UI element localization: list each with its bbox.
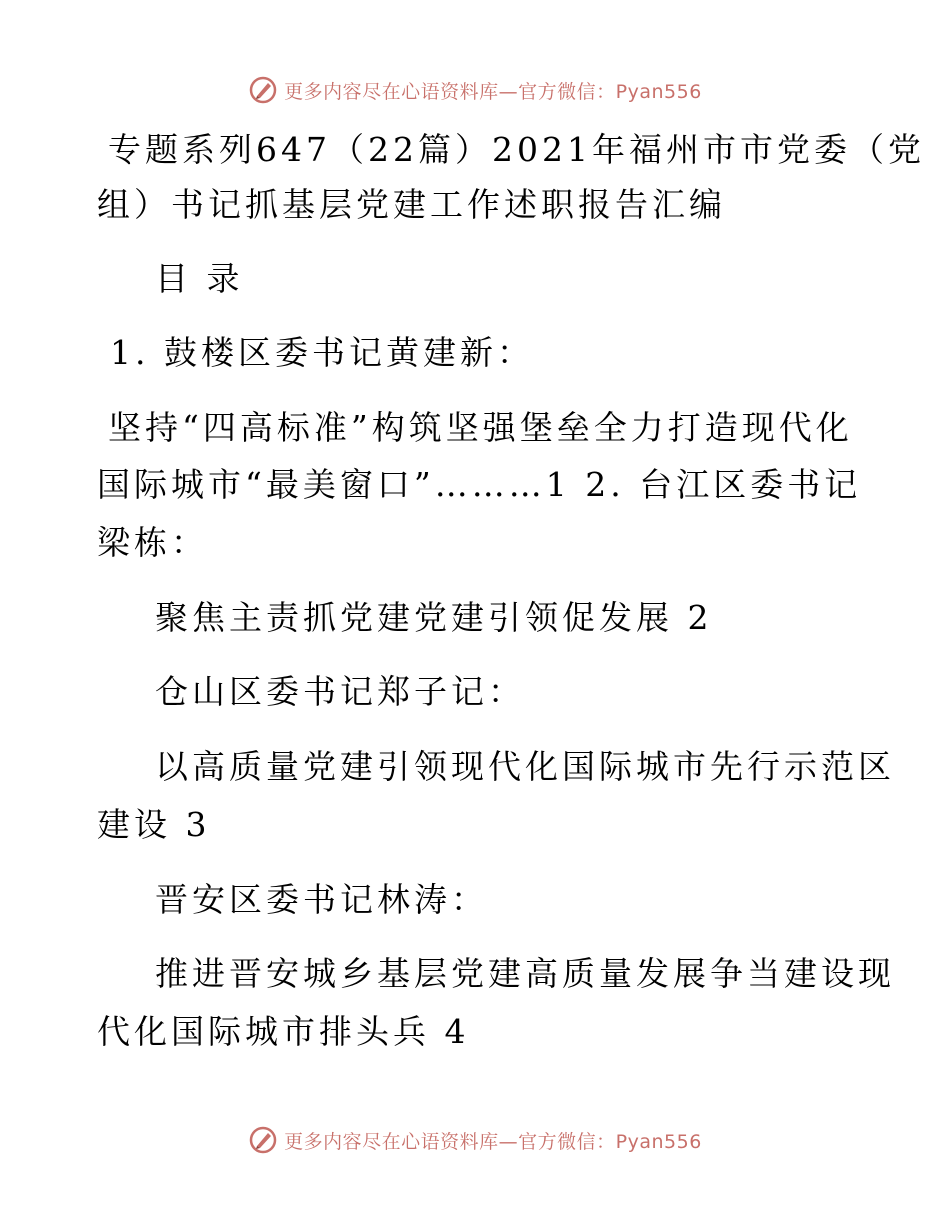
- toc-entry-line: 聚焦主责抓党建党建引领促发展 2: [155, 598, 713, 637]
- pen-logo-icon: [248, 1125, 278, 1155]
- toc-entry-line: 仓山区委书记郑子记：: [155, 672, 525, 711]
- toc-entry-line: 建设 3: [97, 805, 211, 844]
- toc-entry-line: 国际城市“最美窗口”………1 2. 台江区委书记: [97, 465, 862, 504]
- toc-heading: 目 录: [155, 259, 244, 298]
- toc-entry-line: 坚持“四高标准”构筑坚强堡垒全力打造现代化: [108, 408, 853, 447]
- toc-entry-line: 代化国际城市排头兵 4: [97, 1012, 470, 1051]
- toc-entry-line: 晋安区委书记林涛：: [155, 880, 488, 919]
- toc-entry-line: 1. 鼓楼区委书记黄建新：: [110, 333, 534, 372]
- watermark-text: 更多内容尽在心语资料库—官方微信：Pyan556: [284, 1130, 702, 1153]
- document-title-line-1: 专题系列647（22篇）2021年福州市市党委（党: [108, 130, 925, 169]
- document-title-line-2: 组）书记抓基层党建工作述职报告汇编: [97, 185, 726, 224]
- footer-watermark: [0, 1120, 950, 1160]
- pen-logo-icon: [248, 75, 278, 105]
- header-watermark: [0, 70, 950, 110]
- toc-entry-line: 梁栋：: [97, 523, 208, 562]
- watermark-text: 更多内容尽在心语资料库—官方微信：Pyan556: [284, 80, 702, 103]
- toc-entry-line: 推进晋安城乡基层党建高质量发展争当建设现: [155, 954, 895, 993]
- toc-entry-line: 以高质量党建引领现代化国际城市先行示范区: [155, 747, 895, 786]
